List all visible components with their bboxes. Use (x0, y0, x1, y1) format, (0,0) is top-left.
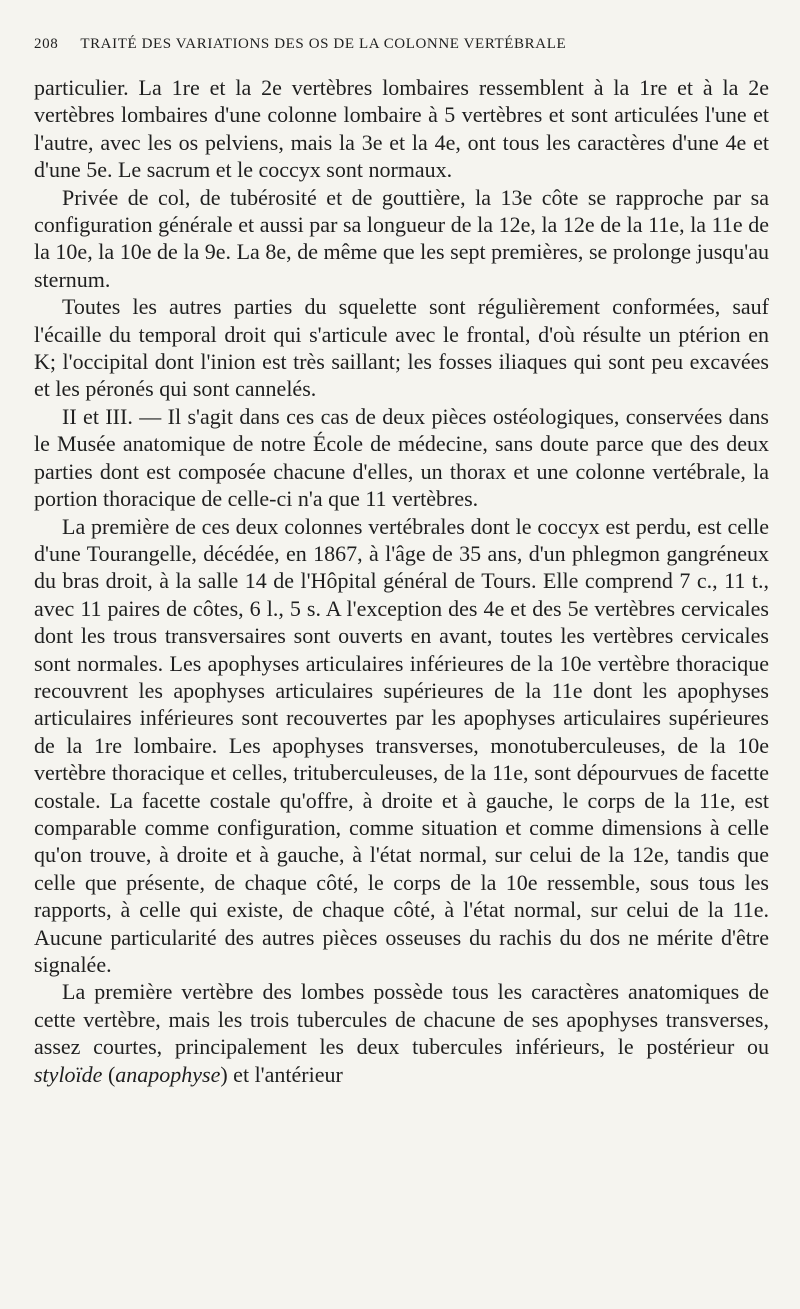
paragraph-5: La première de ces deux colonnes vertébrales dont le coccyx est perdu, est celle d'une Tourangelle, décédée, en 1867, à l'âge de 35 ans, d'un phlegmon gangréneux du bras droit, à la salle 14 de l'Hôpital général de Tours. Elle comprend 7 c., 11 t., avec 11 paires de côtes, 6 l., 5 s. A l'exception des 4e et des 5e vertèbres cervicales dont les trous transversaires sont ouverts en avant, toutes les vertèbres cervicales sont normales. Les apophyses articulaires inférieures de la 10e vertèbre thoracique recouvrent les apophyses articulaires supérieures de la 11e dont les apophyses articulaires inférieures sont recouvertes par les apophyses articulaires supérieures de la 1re lombaire. Les apophyses transverses, monotuberculeuses, de la 10e vertèbre thoracique et celles, trituberculeuses, de la 11e, sont dépourvues de facette costale. La facette costale qu'offre, à droite et à gauche, le corps de la 11e, est comparable comme configuration, comme situation et comme dimensions à celle qu'on trouve, à droite et à gauche, à l'état normal, sur celui de la 12e, tandis que celle que présente, de chaque côté, le corps de la 10e ressemble, sous tous les rapports, à celle qui existe, de chaque côté, à l'état normal, sur celui de la 11e. Aucune particularité des autres pièces osseuses du rachis du dos ne mérite d'être signalée. (34, 513, 769, 977)
paragraph-4: II et III. — Il s'agit dans ces cas de deux pièces ostéologiques, conservées dans le Musée anatomique de notre École de médecine, sans doute parce que des deux parties dont est composée chacune d'elles, un thorax et une colonne vertébrale, la portion thoracique de celle-ci n'a que 11 vertèbres. (34, 403, 769, 512)
paragraph-6 (34, 978, 769, 1088)
paragraph-6-text-a: La première vertèbre des lombes possède tous les caractères anatomiques de cette vertèbre, mais les trois tubercules de chacune de ses apophyses transverses, assez courtes, principalement les deux tubercules inférieurs, le postérieur ou (34, 979, 769, 1060)
paragraph-6-text-b: ( (102, 1061, 116, 1087)
paragraph-2: Privée de col, de tubérosité et de gouttière, la 13e côte se rapproche par sa configuration générale et aussi par sa longueur de la 12e, la 12e de la 11e, la 11e de la 10e, la 10e de la 9e. La 8e, de même que les sept premières, se prolonge jusqu'au sternum. (34, 184, 769, 292)
running-title: TRAITÉ DES VARIATIONS DES OS DE LA COLONNE VERTÉBRALE (80, 36, 567, 52)
body-text (34, 74, 769, 1088)
page-number: 208 (34, 36, 59, 52)
running-header (34, 36, 774, 53)
paragraph-3: Toutes les autres parties du squelette sont régulièrement conformées, sauf l'écaille du temporal droit qui s'articule avec le frontal, d'où résulte un ptérion en K; l'occipital dont l'inion est très saillant; les fosses iliaques qui sont peu excavées et les péronés qui sont cannelés. (34, 294, 769, 402)
italic-term-anapophyse: anapophyse (115, 1061, 221, 1087)
paragraph-1: particulier. La 1re et la 2e vertèbres lombaires ressemblent à la 1re et à la 2e vertèbres lombaires d'une colonne lombaire à 5 vertèbres et sont articulées l'une et l'autre, avec les os pelviens, mais la 3e et la 4e, ont tous les caractères d'une 4e et d'une 5e. Le sacrum et le coccyx sont normaux. (34, 75, 769, 183)
italic-term-styloide: styloïde (34, 1061, 103, 1087)
paragraph-6-text-c: ) et l'antérieur (220, 1061, 343, 1087)
